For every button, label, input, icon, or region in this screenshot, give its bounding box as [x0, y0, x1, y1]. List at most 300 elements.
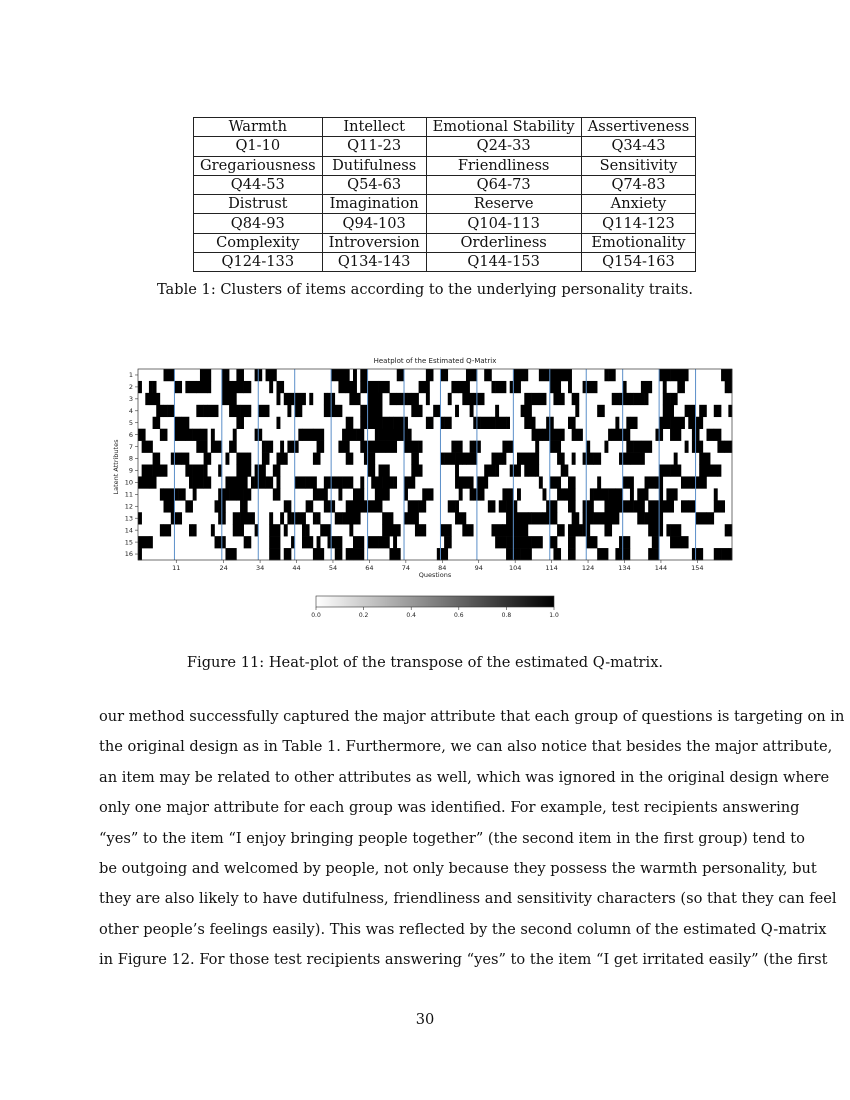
heatmap-cell	[517, 536, 528, 548]
heatmap-cell	[193, 476, 204, 488]
heatmap-cell	[298, 429, 302, 441]
heatmap-cell	[338, 476, 342, 488]
body-line: our method successfully captured the major attribute that each group of questions is targeting on in	[99, 708, 845, 725]
heatmap-cell	[714, 500, 725, 512]
heatmap-cell	[368, 465, 376, 477]
y-tick-label: 12	[124, 502, 133, 511]
heatmap-cell	[280, 512, 284, 524]
heatmap-cell	[393, 536, 397, 548]
table-cell: Q84-93	[194, 214, 323, 233]
heatmap-cell	[528, 512, 532, 524]
colorbar	[316, 596, 554, 607]
heatmap-cell	[236, 465, 247, 477]
heatmap-cell	[211, 524, 215, 536]
heatmap-cell	[164, 369, 175, 381]
heatmap-cell	[506, 536, 517, 548]
heatmap-cell	[266, 476, 274, 488]
heatmap-cell	[575, 405, 579, 417]
table-cell: Warmth	[194, 118, 323, 137]
heatmap-title: Heatplot of the Estimated Q-Matrix	[373, 357, 497, 365]
heatmap-cell	[677, 381, 685, 393]
heatmap-cell	[590, 488, 594, 500]
heatmap-cell	[222, 393, 233, 405]
heatmap-cell	[149, 476, 157, 488]
x-tick-label: 24	[219, 564, 228, 572]
heatmap-cell	[681, 369, 689, 381]
heatmap-cell	[725, 381, 729, 393]
page-number: 30	[415, 1011, 435, 1028]
heatmap-cell	[714, 548, 722, 560]
heatmap-cell	[659, 417, 670, 429]
heatmap-cell	[415, 512, 419, 524]
heatmap-cell	[619, 393, 630, 405]
heatmap-cell	[306, 524, 310, 536]
heatmap-cell	[193, 429, 201, 441]
heatmap-cell	[324, 393, 328, 405]
heatmap-cell	[586, 524, 590, 536]
heatmap-cell	[306, 500, 314, 512]
table-cell: Anxiety	[581, 195, 696, 214]
heatmap-cell	[182, 453, 190, 465]
heatmap-cell	[670, 429, 681, 441]
heatmap-cell	[586, 536, 597, 548]
heatmap-cell	[524, 465, 528, 477]
heatmap-cell	[222, 381, 233, 393]
heatmap-cell	[207, 405, 218, 417]
heatmap-cell	[462, 524, 473, 536]
heatmap-cell	[491, 524, 502, 536]
heatmap-cell	[160, 524, 164, 536]
heatmap-cell	[320, 524, 331, 536]
heatmap-cell	[663, 500, 674, 512]
heatmap-cell	[389, 393, 397, 405]
body-line: only one major attribute for each group was identified. For example, test recipients answering	[99, 799, 800, 817]
heatmap-cell	[164, 488, 175, 500]
body-line: they are also likely to have dutifulness, friendliness and sensitivity characters (so that they can feel	[99, 890, 837, 908]
heatmap-cell	[659, 500, 663, 512]
heatmap-cell	[375, 429, 379, 441]
heatmap-cell	[608, 488, 616, 500]
heatmap-cell	[225, 453, 229, 465]
y-tick-label: 3	[128, 395, 133, 404]
heatmap-cell	[236, 369, 244, 381]
heatmap-cell	[688, 500, 696, 512]
body-line: an item may be related to other attributes as well, which was ignored in the original design where	[99, 768, 830, 786]
colorbar-tick-label: 0.0	[311, 612, 321, 619]
x-tick-label: 34	[255, 564, 265, 572]
heatmap-cell	[535, 465, 539, 477]
heatmap-cell	[630, 417, 638, 429]
heatmap-cell	[666, 488, 677, 500]
heatmap-cell	[185, 465, 193, 477]
heatmap-cell	[615, 417, 619, 429]
heatmap-cell	[641, 441, 652, 453]
heatmap-cell	[171, 453, 182, 465]
heatmap-cell	[364, 453, 375, 465]
heatmap-cell	[368, 381, 379, 393]
heatmap-cell	[696, 476, 707, 488]
heatmap-cell	[455, 465, 459, 477]
heatmap-cell	[568, 536, 576, 548]
heatmap-cell	[215, 536, 226, 548]
heatmap-cell	[433, 405, 441, 417]
heatmap-cell	[550, 441, 561, 453]
heatmap-cell	[681, 476, 692, 488]
table-cell: Dutifulness	[322, 156, 426, 175]
heatmap-cell	[528, 536, 532, 548]
heatmap-cell	[284, 524, 288, 536]
heatmap-cell	[466, 369, 477, 381]
x-tick-label: 114	[545, 564, 558, 572]
heatmap-cell	[459, 381, 470, 393]
heatmap-cell	[440, 417, 444, 429]
heatmap-cell	[411, 441, 419, 453]
table-cell: Q11-23	[322, 137, 426, 156]
table-cell: Q34-43	[581, 137, 696, 156]
heatmap-cell	[138, 512, 142, 524]
table-cell: Q94-103	[322, 214, 426, 233]
x-tick-label: 94	[474, 564, 483, 572]
heatmap-cell	[240, 405, 251, 417]
heatmap-cell	[561, 465, 569, 477]
heatmap-cell	[360, 476, 364, 488]
heatmap-cell	[342, 512, 350, 524]
heatmap-cell	[364, 500, 375, 512]
heatmap-cell	[455, 405, 459, 417]
heatmap-cell	[575, 524, 583, 536]
heatmap-cell	[506, 512, 510, 524]
heatmap-cell	[572, 393, 580, 405]
table-cell: Emotional Stability	[426, 118, 581, 137]
heatmap-cell	[287, 512, 291, 524]
heatmap-cell	[648, 548, 659, 560]
table-cell: Q1-10	[194, 137, 323, 156]
table-cell: Orderliness	[426, 233, 581, 252]
x-tick-label: 104	[508, 564, 522, 572]
heatmap-cell	[619, 548, 630, 560]
heatmap-cell	[699, 465, 703, 477]
heatmap-cell	[338, 488, 342, 500]
heatmap-cell	[670, 417, 674, 429]
heatmap-cell	[612, 429, 623, 441]
heatmap-cell	[506, 548, 514, 560]
heatmap-cell	[284, 500, 292, 512]
heatmap-cell	[295, 405, 303, 417]
colorbar-tick-label: 0.2	[358, 612, 369, 619]
table-cell: Introversion	[322, 233, 426, 252]
heatmap-cell	[615, 548, 619, 560]
heatmap-cell	[637, 512, 645, 524]
heatmap-cell	[714, 488, 718, 500]
table-cell: Sensitivity	[581, 156, 696, 175]
heatmap-cell	[346, 500, 354, 512]
heatmap-cell	[174, 488, 178, 500]
heatmap-cell	[470, 405, 474, 417]
body-line: in Figure 12. For those test recipients answering “yes” to the item “I get irritated easily” (the first	[99, 951, 828, 969]
heatmap-cell	[568, 524, 576, 536]
y-tick-label: 10	[124, 478, 133, 487]
heatmap-cell	[553, 548, 561, 560]
heatmap-cell	[455, 500, 459, 512]
table-cell: Q134-143	[322, 253, 426, 272]
heatmap-cell	[360, 369, 364, 381]
heatmap-cell	[174, 417, 182, 429]
heatmap-cell	[273, 465, 281, 477]
heatmap-cell	[473, 488, 484, 500]
heatmap-cell	[521, 405, 532, 417]
heatmap-cell	[346, 381, 357, 393]
heatmap-cell	[568, 548, 576, 560]
heatmap-cell	[138, 476, 149, 488]
heatmap-cell	[276, 476, 280, 488]
y-tick-label: 11	[124, 490, 133, 499]
heatmap-cell	[258, 405, 269, 417]
heatmap-cell	[284, 548, 292, 560]
heatmap-cell	[262, 441, 266, 453]
y-tick-label: 4	[128, 406, 133, 415]
heatmap-cell	[335, 512, 343, 524]
heatmap-cell	[225, 548, 236, 560]
heatmap-cell	[688, 417, 692, 429]
heatmap-cell	[477, 393, 485, 405]
heatmap-cell	[524, 369, 528, 381]
x-tick-label: 154	[691, 564, 704, 572]
heatmap-cell	[674, 453, 678, 465]
heatmap-cell	[368, 536, 379, 548]
heatmap-cell	[408, 429, 412, 441]
heatmap-cell	[349, 524, 353, 536]
heatmap-cell	[477, 476, 488, 488]
heatmap-cell	[244, 381, 252, 393]
heatmap-cell	[393, 476, 397, 488]
heatmap-cell	[138, 536, 149, 548]
heatmap-cell	[382, 524, 390, 536]
heatmap-cell	[269, 524, 280, 536]
heatmap-cell	[273, 488, 281, 500]
heatmap-cell	[681, 500, 689, 512]
heatmap-cell	[419, 500, 427, 512]
heatmap-cell	[225, 476, 236, 488]
body-line: “yes” to the item “I enjoy bringing people together” (the second item in the first group) tend to	[99, 829, 805, 847]
heatmap-cell	[142, 441, 153, 453]
heatmap-cell	[623, 476, 631, 488]
heatmap-cell	[608, 369, 616, 381]
heatmap-cell	[594, 488, 602, 500]
heatmap-cell	[313, 453, 321, 465]
heatmap-cell	[470, 488, 474, 500]
heatmap-cell	[346, 429, 350, 441]
heatmap-cell	[138, 381, 142, 393]
heatmap-cell	[604, 500, 615, 512]
heatmap-cell	[703, 465, 707, 477]
heatmap-cell	[619, 453, 630, 465]
heatmap-cell	[532, 429, 536, 441]
table-cell: Intellect	[322, 118, 426, 137]
heatmap-cell	[379, 381, 390, 393]
heatmap-cell	[532, 393, 540, 405]
heatmap-cell	[233, 512, 241, 524]
heatmap-cell	[725, 441, 733, 453]
heatmap-cell	[692, 548, 703, 560]
heatmap-cell	[244, 500, 248, 512]
x-tick-label: 44	[292, 564, 301, 572]
heatmap-cell	[623, 500, 634, 512]
heatmap-cell	[379, 465, 390, 477]
heatmap-cell	[142, 465, 153, 477]
heatmap-cell	[236, 453, 247, 465]
heatmap-cell	[663, 405, 674, 417]
heatmap-ylabel: Latent Attributes	[112, 439, 120, 495]
heatmap-cell	[269, 381, 273, 393]
table-cell: Imagination	[322, 195, 426, 214]
heatmap-cell	[371, 417, 382, 429]
heatmap-cell	[298, 512, 306, 524]
heatmap-cell	[550, 381, 554, 393]
heatmap-cell	[244, 536, 252, 548]
heatmap-cell	[604, 512, 612, 524]
heatmap-cell	[451, 381, 459, 393]
heatmap-cell	[706, 465, 717, 477]
heatmap-cell	[597, 548, 608, 560]
heatmap-cell	[269, 536, 280, 548]
heatmap-cell	[630, 393, 634, 405]
heatmap-cell	[623, 381, 627, 393]
heatmap-cell	[535, 441, 539, 453]
heatmap-cell	[411, 453, 419, 465]
heatmap-cell	[204, 453, 212, 465]
heatmap-cell	[233, 429, 237, 441]
body-paragraph	[99, 702, 845, 976]
heatmap-cell	[189, 476, 193, 488]
heatmap-cell	[721, 369, 732, 381]
heatmap-cell	[276, 453, 287, 465]
heatmap-cell	[615, 500, 623, 512]
heatmap-cell	[156, 453, 160, 465]
heatmap-cell	[594, 453, 602, 465]
heatmap-cell	[411, 405, 415, 417]
heatmap-cell	[171, 512, 182, 524]
heatmap-cell	[204, 405, 208, 417]
heatmap-cell	[204, 476, 212, 488]
heatmap-cell	[236, 417, 240, 429]
heatmap-cell	[594, 512, 605, 524]
heatmap-cell	[539, 393, 547, 405]
heatmap-cell	[244, 488, 252, 500]
heatmap-cell	[670, 393, 678, 405]
heatmap-cell	[193, 524, 197, 536]
heatmap-cell	[360, 381, 368, 393]
heatmap-cell	[543, 488, 547, 500]
heatmap-cell	[645, 512, 656, 524]
heatmap-cell	[375, 441, 386, 453]
heatmap-cell	[437, 548, 448, 560]
heatmap-cell	[517, 524, 528, 536]
heatmap-cell	[568, 417, 576, 429]
heatmap-cell	[149, 381, 153, 393]
heatmap-cell	[444, 536, 452, 548]
heatmap-cell	[615, 488, 623, 500]
heatmap-cell	[553, 429, 564, 441]
heatmap-cell	[641, 381, 652, 393]
heatmap-cell	[491, 453, 502, 465]
heatmap-cell	[371, 476, 382, 488]
heatmap-cell	[360, 417, 371, 429]
heatmap-cell	[670, 536, 681, 548]
heatmap-cell	[630, 488, 634, 500]
heatmap-cell	[699, 441, 703, 453]
heatmap-cell	[240, 512, 248, 524]
heatmap-cell	[302, 536, 313, 548]
heatmap-cell	[313, 488, 321, 500]
heatmap-cell	[550, 536, 558, 548]
heatmap-cell	[386, 488, 390, 500]
heatmap-cell	[236, 476, 247, 488]
heatmap-cell	[583, 512, 594, 524]
heatmap-cell	[462, 453, 466, 465]
heatmap-cell	[317, 441, 325, 453]
heatmap-cell	[543, 429, 554, 441]
y-tick-label: 1	[128, 371, 133, 380]
heatmap-cell	[561, 369, 569, 381]
heatmap-cell	[153, 453, 157, 465]
heatmap-cell	[379, 429, 387, 441]
heatmap-cell	[495, 417, 506, 429]
heatmap-cell	[287, 405, 291, 417]
heatmap-cell	[386, 441, 397, 453]
heatmap-cell	[550, 500, 558, 512]
body-line: the original design as in Table 1. Furthermore, we can also notice that besides the major attribute,	[99, 738, 833, 756]
heatmap-cell	[528, 465, 536, 477]
table-cell: Q44-53	[194, 175, 323, 194]
heatmap-cell	[349, 393, 360, 405]
heatmap-cell	[513, 369, 524, 381]
x-tick-label: 134	[618, 564, 631, 572]
heatmap-cell	[266, 441, 274, 453]
heatmap-cell	[597, 405, 605, 417]
heatmap-cell	[422, 488, 433, 500]
heatmap-cell	[717, 441, 725, 453]
heatmap-cell	[331, 393, 335, 405]
heatmap-cell	[164, 524, 172, 536]
heatmap-cell	[550, 476, 561, 488]
heatmap-cell	[659, 524, 663, 536]
heatmap-cell	[200, 465, 204, 477]
heatmap-cell	[393, 417, 404, 429]
heatmap-cell	[364, 441, 375, 453]
heatmap-cell	[335, 476, 339, 488]
table-cell: Q114-123	[581, 214, 696, 233]
heatmap-cell	[331, 369, 339, 381]
heatmap-cell	[233, 524, 244, 536]
heatmap-cell	[502, 441, 513, 453]
heatmap-cell	[513, 548, 521, 560]
table-cell: Q124-133	[194, 253, 323, 272]
heatmap-cell	[160, 465, 168, 477]
heatmap-cell	[612, 393, 620, 405]
y-tick-label: 2	[128, 383, 133, 392]
colorbar-tick-label: 0.4	[406, 612, 416, 619]
heatmap-cell	[200, 369, 211, 381]
table-cell: Q144-153	[426, 253, 581, 272]
heatmap-cell	[517, 453, 528, 465]
heatmap-cell	[659, 488, 663, 500]
heatmap-cell	[491, 417, 495, 429]
heatmap-cell	[528, 453, 536, 465]
heatmap-cell	[557, 524, 565, 536]
x-tick-label: 144	[654, 564, 668, 572]
heatmap-cell	[488, 500, 496, 512]
heatmap-cell	[706, 429, 714, 441]
